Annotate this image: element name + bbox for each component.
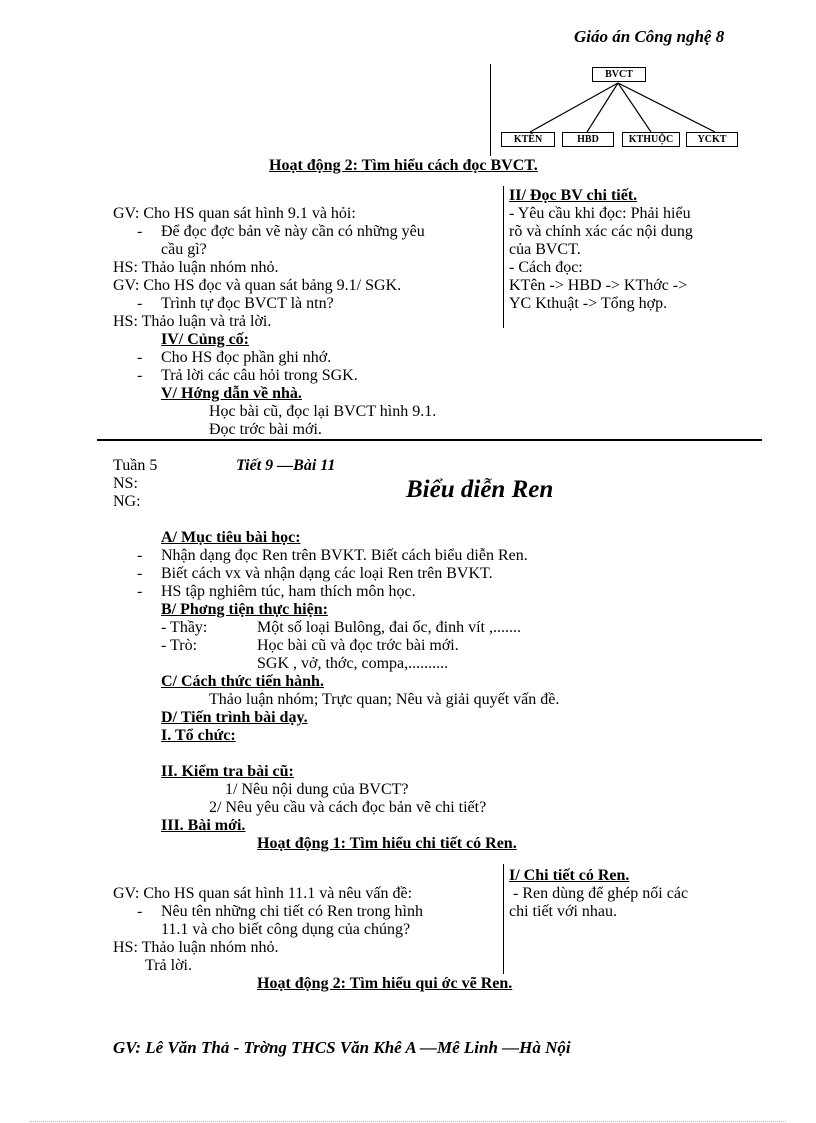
- threaded-part-line: chi tiết với nhau.: [509, 903, 617, 920]
- bullet-line: - Trình tự đọc BVCT là ntn?: [137, 295, 334, 312]
- reading-line: - Yêu cầu khi đọc: Phải hiểu: [509, 205, 691, 222]
- ns-label: NS:: [113, 475, 138, 492]
- homework-heading: V/ Hớng dẫn về nhà.: [161, 385, 302, 402]
- column-divider: [503, 186, 504, 328]
- teacher-value: Một số loại Bulông, đai ốc, đinh vít ,.......: [257, 619, 521, 636]
- diagram-child-box: YCKT: [686, 132, 738, 147]
- diagram-connector-lines: [490, 80, 750, 136]
- threaded-part-heading: I/ Chi tiết có Ren.: [509, 867, 630, 884]
- page-footer: GV: Lê Văn Thả - Trờng THCS Văn Khê A —Mê Linh —Hà Nội: [113, 1038, 571, 1057]
- bullet-line: - Nhận dạng đọc Ren trên BVKT. Biết cách biểu diễn Ren.: [137, 547, 528, 564]
- reading-line: rõ và chính xác các nội dung: [509, 223, 693, 240]
- activity-2-title: Hoạt động 2: Tìm hiểu cách đọc BVCT.: [269, 157, 538, 174]
- diagram-child-box: KTHUỘC: [622, 132, 680, 147]
- bullet-line: - Cho HS đọc phần ghi nhớ.: [137, 349, 332, 366]
- review-question: 2/ Nêu yêu cầu và cách đọc bản vẽ chi tiết?: [209, 799, 487, 816]
- new-lesson-heading: III. Bài mới.: [161, 817, 246, 834]
- reading-line: KTên -> HBD -> KThớc ->: [509, 277, 688, 294]
- method-text: Thảo luận nhóm; Trực quan; Nêu và giải quyết vấn đề.: [209, 691, 560, 708]
- organization-heading: I. Tổ chức:: [161, 727, 236, 744]
- activity-line: HS: Thảo luận nhóm nhỏ.: [113, 939, 279, 956]
- lesson-title: Biểu diễn Ren: [406, 476, 554, 503]
- activity-line: HS: Thảo luận nhóm nhỏ.: [113, 259, 279, 276]
- activity-line: Để đọc đợc bản vẽ này cần có những yêu: [161, 223, 425, 240]
- activity-2-convention-title: Hoạt động 2: Tìm hiểu qui ớc vẽ Ren.: [257, 975, 513, 992]
- activity-line: Trả lời.: [145, 957, 192, 974]
- activity-line: 11.1 và cho biết công dụng của chúng?: [161, 921, 411, 938]
- student-value: Học bài cũ và đọc trớc bài mới.: [257, 637, 459, 654]
- review-heading: II. Kiểm tra bài cũ:: [161, 763, 294, 780]
- bullet-line: - HS tập nghiêm túc, ham thích môn học.: [137, 583, 416, 600]
- activity-line: Trình tự đọc BVCT là ntn?: [161, 295, 334, 312]
- footer-rule: [30, 1121, 786, 1122]
- homework-line: Đọc trớc bài mới.: [209, 421, 322, 438]
- student-label: - Trò:: [161, 637, 198, 654]
- ng-label: NG:: [113, 493, 141, 510]
- process-heading: D/ Tiến trình bài dạy.: [161, 709, 308, 726]
- reading-line: của BVCT.: [509, 241, 581, 258]
- review-question: 1/ Nêu nội dung của BVCT?: [225, 781, 409, 798]
- bullet-line: - Nêu tên những chi tiết có Ren trong hình: [137, 903, 423, 920]
- diagram-child-box: KTÊN: [501, 132, 555, 147]
- consolidation-heading: IV/ Củng cố:: [161, 331, 250, 348]
- objectives-heading: A/ Mục tiêu bài học:: [161, 529, 301, 546]
- column-divider: [503, 864, 504, 974]
- page-header-title: Giáo án Công nghệ 8: [574, 27, 725, 46]
- lesson-divider: [97, 439, 762, 441]
- reading-heading: II/ Đọc BV chi tiết.: [509, 187, 638, 204]
- reading-line: - Cách đọc:: [509, 259, 583, 276]
- period-label: Tiết 9 —Bài 11: [236, 457, 336, 474]
- student-value: SGK , vở, thớc, compa,..........: [257, 655, 449, 672]
- week-label: Tuần 5: [113, 457, 158, 474]
- activity-line: cầu gì?: [161, 241, 207, 258]
- activity-line: GV: Cho HS quan sát hình 11.1 và nêu vấn đề:: [113, 885, 413, 902]
- teacher-label: - Thầy:: [161, 619, 208, 636]
- bullet-line: - Biết cách vx và nhận dạng các loại Ren trên BVKT.: [137, 565, 493, 582]
- activity-line: GV: Cho HS đọc và quan sát bảng 9.1/ SGK.: [113, 277, 402, 294]
- method-heading: C/ Cách thức tiến hành.: [161, 673, 324, 690]
- means-heading: B/ Phơng tiện thực hiện:: [161, 601, 328, 618]
- diagram-root-box: BVCT: [592, 67, 646, 82]
- homework-line: Học bài cũ, đọc lại BVCT hình 9.1.: [209, 403, 437, 420]
- diagram-child-box: HBD: [562, 132, 614, 147]
- threaded-part-line: - Ren dùng để ghép nối các: [509, 885, 689, 902]
- bullet-line: - Trả lời các câu hỏi trong SGK.: [137, 367, 358, 384]
- reading-line: YC Kthuật -> Tổng hợp.: [509, 295, 668, 312]
- activity-1-title: Hoạt động 1: Tìm hiểu chi tiết có Ren.: [257, 835, 517, 852]
- activity-line: HS: Thảo luận và trả lời.: [113, 313, 272, 330]
- activity-line: GV: Cho HS quan sát hình 9.1 và hỏi:: [113, 205, 356, 222]
- bullet-line: - Để đọc đợc bản vẽ này cần có những yêu: [137, 223, 425, 240]
- activity-line: Nêu tên những chi tiết có Ren trong hình: [161, 903, 423, 920]
